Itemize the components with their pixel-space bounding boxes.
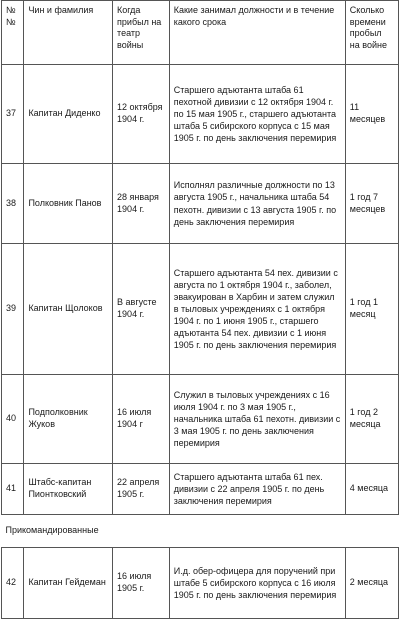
cell-positions: Старшего адъютанта штаба 61 пехотной дивизии с 12 октября 1904 г. по 15 мая 1905 г., старшего адъютанта штаба 5 сибирского корпуса с 15 мая 1905 г. по день заключения перемирия (169, 65, 345, 164)
cell-duration: 2 месяца (345, 548, 398, 619)
table-row (2, 464, 399, 515)
cell-rank-name: Штабс-капитан Пионтковский (24, 464, 113, 515)
header-arrival: Когда прибыл на театр войны (113, 1, 170, 65)
cell-arrival: В августе 1904 г. (113, 244, 170, 375)
cell-number: 41 (2, 464, 24, 515)
cell-duration: 1 год 7 месяцев (345, 164, 398, 244)
cell-positions: Исполнял различные должности по 13 августа 1905 г., начальника штаба 54 пехотн. дивизии с 13 августа 1905 г. по день заключения перемирия (169, 164, 345, 244)
table-row (2, 548, 399, 619)
table-row (2, 375, 399, 464)
cell-number: 37 (2, 65, 24, 164)
cell-duration: 1 год 2 месяца (345, 375, 398, 464)
table-row (2, 164, 399, 244)
cell-number: 38 (2, 164, 24, 244)
cell-arrival: 12 октября 1904 г. (113, 65, 170, 164)
cell-rank-name: Капитан Гейдеман (24, 548, 113, 619)
cell-positions: Старшего адъютанта штаба 61 пех. дивизии с 22 апреля 1905 г. по день заключения перемирия (169, 464, 345, 515)
cell-duration: 4 месяца (345, 464, 398, 515)
cell-number: 42 (2, 548, 24, 619)
cell-rank-name: Полковник Панов (24, 164, 113, 244)
section-row (2, 515, 399, 548)
cell-arrival: 28 января 1904 г. (113, 164, 170, 244)
header-rank-name: Чин и фамилия (24, 1, 113, 65)
cell-number: 39 (2, 244, 24, 375)
cell-rank-name: Капитан Щолоков (24, 244, 113, 375)
cell-arrival: 16 июля 1904 г (113, 375, 170, 464)
cell-positions: И.д. обер-офицера для поручений при штабе 5 сибирского корпуса с 16 июля 1905 г. по день заключения перемирия (169, 548, 345, 619)
cell-rank-name: Подполковник Жуков (24, 375, 113, 464)
cell-arrival: 22 апреля 1905 г. (113, 464, 170, 515)
table-header-row (2, 1, 399, 65)
header-number: №№ (2, 1, 24, 65)
header-positions: Какие занимал должности и в течение какого срока (169, 1, 345, 65)
cell-number: 40 (2, 375, 24, 464)
table-row (2, 65, 399, 164)
officers-table (1, 0, 399, 619)
cell-positions: Старшего адъютанта 54 пех. дивизии с августа по 1 октября 1904 г., заболел, эвакуирован в Харбин и затем служил в тыловых учреждениях с 1 октября 1904 г. по 1 июня 1905 г., старшего адъютанта 54 пех. дивизии с 1 июня 1905 г. по день заключения перемирия (169, 244, 345, 375)
cell-rank-name: Капитан Диденко (24, 65, 113, 164)
table-row (2, 244, 399, 375)
header-duration: Сколько времени пробыл на войне (345, 1, 398, 65)
cell-arrival: 16 июля 1905 г. (113, 548, 170, 619)
cell-duration: 11 месяцев (345, 65, 398, 164)
section-label: Прикомандированные (2, 515, 399, 548)
cell-positions: Служил в тыловых учреждениях с 16 июля 1904 г. по 3 мая 1905 г., начальника штаба 61 пехотн. дивизии с 3 мая 1905 г. по день заключения перемирия (169, 375, 345, 464)
cell-duration: 1 год 1 месяц (345, 244, 398, 375)
